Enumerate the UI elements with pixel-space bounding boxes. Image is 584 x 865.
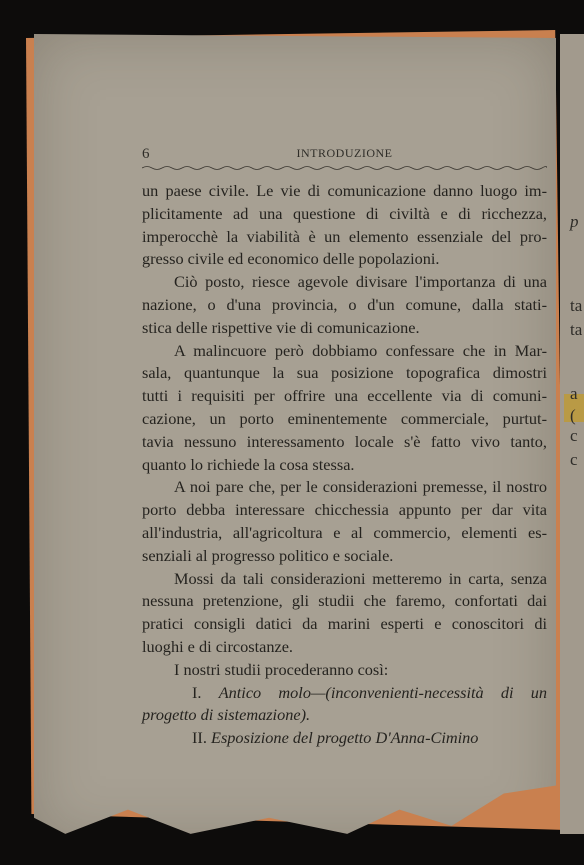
header-rule [142, 164, 547, 172]
text-line: luoghi e di circostanze. [142, 636, 293, 656]
facing-fragment: a [570, 384, 578, 403]
text-line: A noi pare che, per le considerazioni premesse, il nostro [174, 477, 547, 497]
text-line: all'industria, all'agricoltura e al commercio, elementi es- [142, 522, 547, 542]
running-title: INTRODUZIONE [296, 146, 393, 160]
text-line: nazione, o d'una provincia, o d'un comune, dalla stati- [142, 294, 547, 314]
outline-text: Antico molo—(inconvenienti-necessità di un [218, 682, 547, 702]
text-line: nessuna pretenzione, gli studii che faremo, confortati dai [142, 591, 547, 611]
outline-text: Esposizione del progetto D'Anna-Cimino [211, 728, 479, 748]
text-line: I nostri studii procederanno così: [174, 659, 389, 679]
page-number: 6 [142, 146, 150, 162]
text-line: Mossi da tali considerazioni metteremo in carta, senza [174, 568, 547, 588]
text-line: senziali al progresso politico e sociale. [142, 545, 394, 565]
text-line: cazione, un porto eminentemente commerciale, purtut- [142, 408, 547, 428]
body-text [142, 180, 547, 750]
text-line: sala, quantunque la sua posizione topografica dimostri [142, 363, 547, 383]
outline-item-1 [142, 682, 547, 705]
outline-numeral: II. [192, 728, 207, 748]
text-line: quanto lo richiede la cosa stessa. [142, 454, 355, 474]
outline-item-1-continuation: progetto di sistemazione). [142, 705, 311, 725]
running-header [142, 146, 547, 166]
facing-fragment: c [570, 426, 578, 445]
text-line: gresso civile ed economico delle popolazioni. [142, 249, 440, 269]
facing-fragment: ta [570, 296, 583, 315]
text-line: plicitamente ad una questione di civiltà e di ricchezza, [142, 203, 547, 223]
outline-item-2 [142, 727, 547, 750]
text-line: un paese civile. Le vie di comunicazione danno luogo im- [142, 181, 547, 200]
facing-page-edge [560, 34, 584, 834]
text-line: imperocchè la viabilità è un elemento essenziale del pro- [142, 226, 547, 246]
facing-fragment: ta [570, 320, 583, 339]
facing-fragment: p [570, 212, 579, 231]
text-line: tavia nessuno interessamento locale s'è fatto vivo tanto, [142, 431, 547, 451]
text-line: stica delle rispettive vie di comunicazione. [142, 317, 420, 337]
text-line: A malincuore però dobbiamo confessare che in Mar- [174, 340, 547, 360]
text-line: Ciò posto, riesce agevole divisare l'importanza di una [174, 272, 547, 292]
facing-fragment: ( [570, 406, 576, 425]
text-line: pratici consigli datici da marini esperti e conoscitori di [142, 614, 547, 634]
text-line: porto debba interessare chicchessia appunto per dar vita [142, 500, 547, 520]
outline-numeral: I. [192, 682, 202, 702]
text-line: tutti i requisiti per offrire una eccellente via di comuni- [142, 386, 547, 406]
facing-fragment: c [570, 450, 578, 469]
